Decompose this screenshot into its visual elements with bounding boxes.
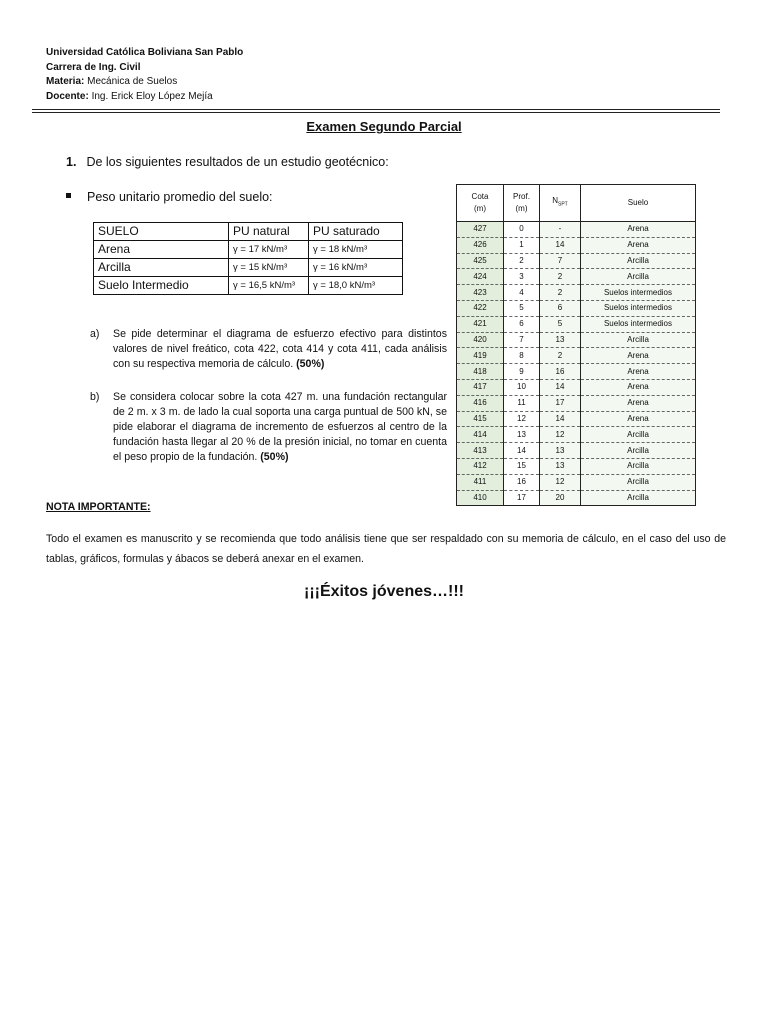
table-row [457,411,696,427]
soil-cell: Arcilla [581,269,696,285]
soil-cell: Arcilla [581,253,696,269]
nspt-cell: 2 [540,285,581,301]
part-a-text-block [113,327,447,372]
nspt-cell: 16 [540,364,581,380]
cota-cell: 427 [457,222,504,238]
soil-cell: Suelos intermedios [581,300,696,316]
question-1 [66,155,389,169]
university-name: Universidad Católica Boliviana San Pablo [46,47,244,58]
soil-cell: Arena [581,364,696,380]
important-note-text: Todo el examen es manuscrito y se recomienda que todo análisis tiene que ser respaldado con su memoria de cálculo, en el caso del uso de tablas, gráficos, formulas y ábacos se deberá anexar en el examen. [46,533,726,565]
nspt-cell: 20 [540,490,581,506]
cota-cell: 414 [457,427,504,443]
prof-cell: 1 [504,237,540,253]
soil-cell: Arena [581,348,696,364]
soil-cell: Suelos intermedios [581,316,696,332]
document-header [46,46,243,104]
table-row [457,237,696,253]
table-row [457,332,696,348]
cota-cell: 419 [457,348,504,364]
header-cell-suelo: Suelo [581,185,696,222]
part-a-weight: (50%) [296,358,325,370]
soil-cell: Arcilla [581,474,696,490]
prof-cell: 11 [504,395,540,411]
part-b-text-block [113,390,447,465]
bullet-square-icon [66,193,71,198]
nspt-cell: 14 [540,379,581,395]
nspt-cell: 17 [540,395,581,411]
pu-saturado-cell: γ = 16 kN/m³ [309,259,403,277]
nspt-cell: - [540,222,581,238]
cota-cell: 415 [457,411,504,427]
cota-cell: 411 [457,474,504,490]
soil-cell: Arcilla [581,458,696,474]
nspt-cell: 14 [540,237,581,253]
prof-cell: 10 [504,379,540,395]
prof-cell: 7 [504,332,540,348]
prof-cell: 8 [504,348,540,364]
prof-cell: 0 [504,222,540,238]
prof-cell: 13 [504,427,540,443]
cota-cell: 413 [457,443,504,459]
table-row [457,443,696,459]
table-header-row [94,223,403,241]
closing-message: ¡¡¡Éxitos jóvenes…!!! [303,583,464,600]
table-row [457,348,696,364]
table-row [457,316,696,332]
prof-cell: 17 [504,490,540,506]
soil-cell: Arena [581,411,696,427]
subject-value: Mecánica de Suelos [87,76,178,87]
nspt-cell: 2 [540,348,581,364]
nspt-cell: 13 [540,332,581,348]
cota-cell: 417 [457,379,504,395]
header-cell: PU natural [229,223,309,241]
soil-cell: Arcilla [581,427,696,443]
cota-cell: 412 [457,458,504,474]
part-b-text: Se considera colocar sobre la cota 427 m. una fundación rectangular de 2 m. x 3 m. de lado la cual soporta una carga puntual de 500 kN, se pide elaborar el diagrama de incremento de esfuerzos al centro de la fundación hasta llegar al 20 % de la presión inicial, no tomar en cuenta el peso propio de la fundación. [113,391,447,463]
soil-name-cell: Suelo Intermedio [94,277,229,295]
prof-cell: 14 [504,443,540,459]
table-row [94,259,403,277]
nspt-cell: 5 [540,316,581,332]
question-number: 1. [66,155,77,169]
soil-cell: Arcilla [581,490,696,506]
nspt-cell: 14 [540,411,581,427]
table-row [457,395,696,411]
exam-title: Examen Segundo Parcial [306,119,462,134]
spt-header-row [457,185,696,222]
cota-cell: 416 [457,395,504,411]
prof-cell: 5 [504,300,540,316]
table-row [457,427,696,443]
table-row [457,222,696,238]
table-row [94,241,403,259]
part-b-label: b) [90,391,100,403]
pu-saturado-cell: γ = 18 kN/m³ [309,241,403,259]
cota-cell: 420 [457,332,504,348]
prof-cell: 12 [504,411,540,427]
cota-cell: 422 [457,300,504,316]
soil-cell: Suelos intermedios [581,285,696,301]
header-cell-nspt: $N_{SPT}$ [540,185,581,222]
soil-cell: Arcilla [581,332,696,348]
table-row [457,458,696,474]
soil-cell: Arcilla [581,443,696,459]
soil-cell: Arena [581,395,696,411]
important-note-title: NOTA IMPORTANTE: [46,501,151,513]
cota-cell: 423 [457,285,504,301]
prof-cell: 15 [504,458,540,474]
pu-natural-cell: γ = 16,5 kN/m³ [229,277,309,295]
unit-weight-table [93,222,403,295]
question-text: De los siguientes resultados de un estudio geotécnico: [86,155,389,169]
prof-cell: 6 [504,316,540,332]
nspt-cell: 2 [540,269,581,285]
bullet-text: Peso unitario promedio del suelo: [87,190,273,204]
prof-cell: 4 [504,285,540,301]
nspt-cell: 13 [540,458,581,474]
nspt-cell: 7 [540,253,581,269]
part-b-weight: (50%) [260,451,289,463]
cota-cell: 410 [457,490,504,506]
table-row [94,277,403,295]
table-row [457,300,696,316]
header-cell: SUELO [94,223,229,241]
nspt-cell: 13 [540,443,581,459]
subject-label: Materia: [46,76,85,87]
header-cell-prof: Prof. (m) [504,185,540,222]
part-a-label: a) [90,328,100,340]
career-name: Carrera de Ing. Civil [46,61,141,73]
prof-cell: 2 [504,253,540,269]
spt-table [456,184,696,506]
pu-natural-cell: γ = 15 kN/m³ [229,259,309,277]
pu-natural-cell: γ = 17 kN/m³ [229,241,309,259]
nspt-cell: 6 [540,300,581,316]
header-cell-cota: Cota (m) [457,185,504,222]
soil-name-cell: Arcilla [94,259,229,277]
prof-cell: 3 [504,269,540,285]
prof-cell: 16 [504,474,540,490]
bullet-item [66,190,273,204]
table-row [457,490,696,506]
table-row [457,379,696,395]
table-row [457,285,696,301]
teacher-label: Docente: [46,90,89,102]
header-divider-top [32,109,720,110]
cota-cell: 425 [457,253,504,269]
header-divider-bottom [32,112,720,113]
table-row [457,474,696,490]
pu-saturado-cell: γ = 18,0 kN/m³ [309,277,403,295]
table-row [457,269,696,285]
cota-cell: 426 [457,237,504,253]
header-cell: PU saturado [309,223,403,241]
soil-cell: Arena [581,237,696,253]
prof-cell: 9 [504,364,540,380]
part-a-text: Se pide determinar el diagrama de esfuerzo efectivo para distintos valores de nivel freático, cota 422, cota 414 y cota 411, cada análisis con su respectiva memoria de cálculo. [113,328,447,370]
cota-cell: 418 [457,364,504,380]
nspt-cell: 12 [540,474,581,490]
cota-cell: 421 [457,316,504,332]
nspt-cell: 12 [540,427,581,443]
cota-cell: 424 [457,269,504,285]
teacher-value: Ing. Erick Eloy López Mejía [91,90,213,102]
soil-cell: Arena [581,379,696,395]
soil-cell: Arena [581,222,696,238]
soil-name-cell: Arena [94,241,229,259]
table-row [457,364,696,380]
table-row [457,253,696,269]
spt-table-body [457,222,696,506]
